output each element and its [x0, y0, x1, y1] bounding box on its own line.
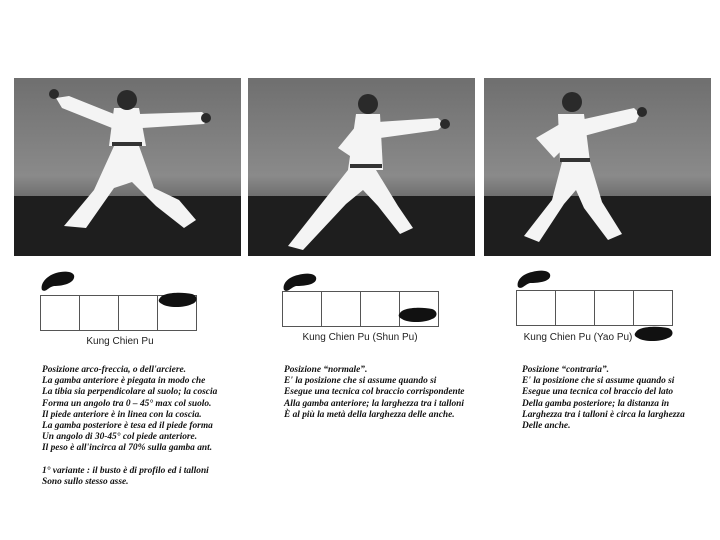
description-line: Posizione “normale”.	[284, 365, 368, 375]
martial-artist-figure-1	[14, 78, 241, 256]
description-line: Il peso è all'incirca al 70% sulla gamba ant.	[42, 443, 213, 454]
description-line: Esegue una tecnica col braccio del lato	[522, 387, 674, 398]
martial-artist-figure-2	[248, 78, 475, 256]
description-line: La gamba anteriore è piegata in modo che	[42, 376, 206, 387]
description-line: Esegue una tecnica col braccio corrispondente	[284, 387, 465, 398]
stance-description-2	[284, 365, 464, 421]
stance-description-1	[42, 365, 217, 488]
stance-photo-1	[14, 78, 241, 256]
description-line: La tibia sia perpendicolare al suolo; la coscia	[42, 387, 218, 398]
stance-photo-2	[248, 78, 475, 256]
stance-caption-1: Kung Chien Pu	[86, 336, 154, 347]
description-line: Forma un angolo tra 0 – 45° max col suolo.	[42, 398, 212, 409]
description-line: È al più la metà della larghezza delle anche.	[284, 409, 455, 420]
description-line: Posizione “contraria”.	[522, 365, 609, 375]
description-line: Larghezza tra i talloni è circa la larghezza	[522, 409, 685, 420]
description-line: Il piede anteriore è in linea con la coscia.	[42, 409, 202, 420]
front-foot-icon	[398, 305, 438, 325]
description-line: Un angolo di 30-45° col piede anteriore.	[42, 432, 198, 443]
description-line: E' la posizione che si assume quando si	[522, 376, 675, 387]
description-line: Della gamba posteriore; la distanza in	[522, 398, 670, 409]
variant-line: Sono sullo stesso asse.	[42, 476, 129, 487]
rear-foot-icon	[514, 267, 554, 291]
stance-description-3	[522, 365, 685, 432]
description-line: Delle anche.	[522, 421, 571, 432]
description-line: E' la posizione che si assume quando si	[284, 376, 437, 387]
stance-caption-2: Kung Chien Pu (Shun Pu)	[302, 332, 418, 343]
description-line: La gamba posteriore è tesa ed il piede forma	[42, 421, 213, 432]
martial-artist-figure-3	[484, 78, 711, 256]
stance-photo-3	[484, 78, 711, 256]
variant-line: 1° variante : il busto è di profilo ed i talloni	[42, 465, 209, 476]
description-line: Posizione arco-freccia, o dell'arciere.	[42, 365, 186, 375]
stance-caption-3: Kung Chien Pu (Yao Pu)	[523, 332, 633, 343]
description-line: Alla gamba anteriore; la larghezza tra i talloni	[284, 398, 464, 409]
front-foot-icon	[158, 290, 198, 310]
rear-foot-icon	[38, 268, 78, 294]
stance-grid-3	[516, 290, 673, 326]
